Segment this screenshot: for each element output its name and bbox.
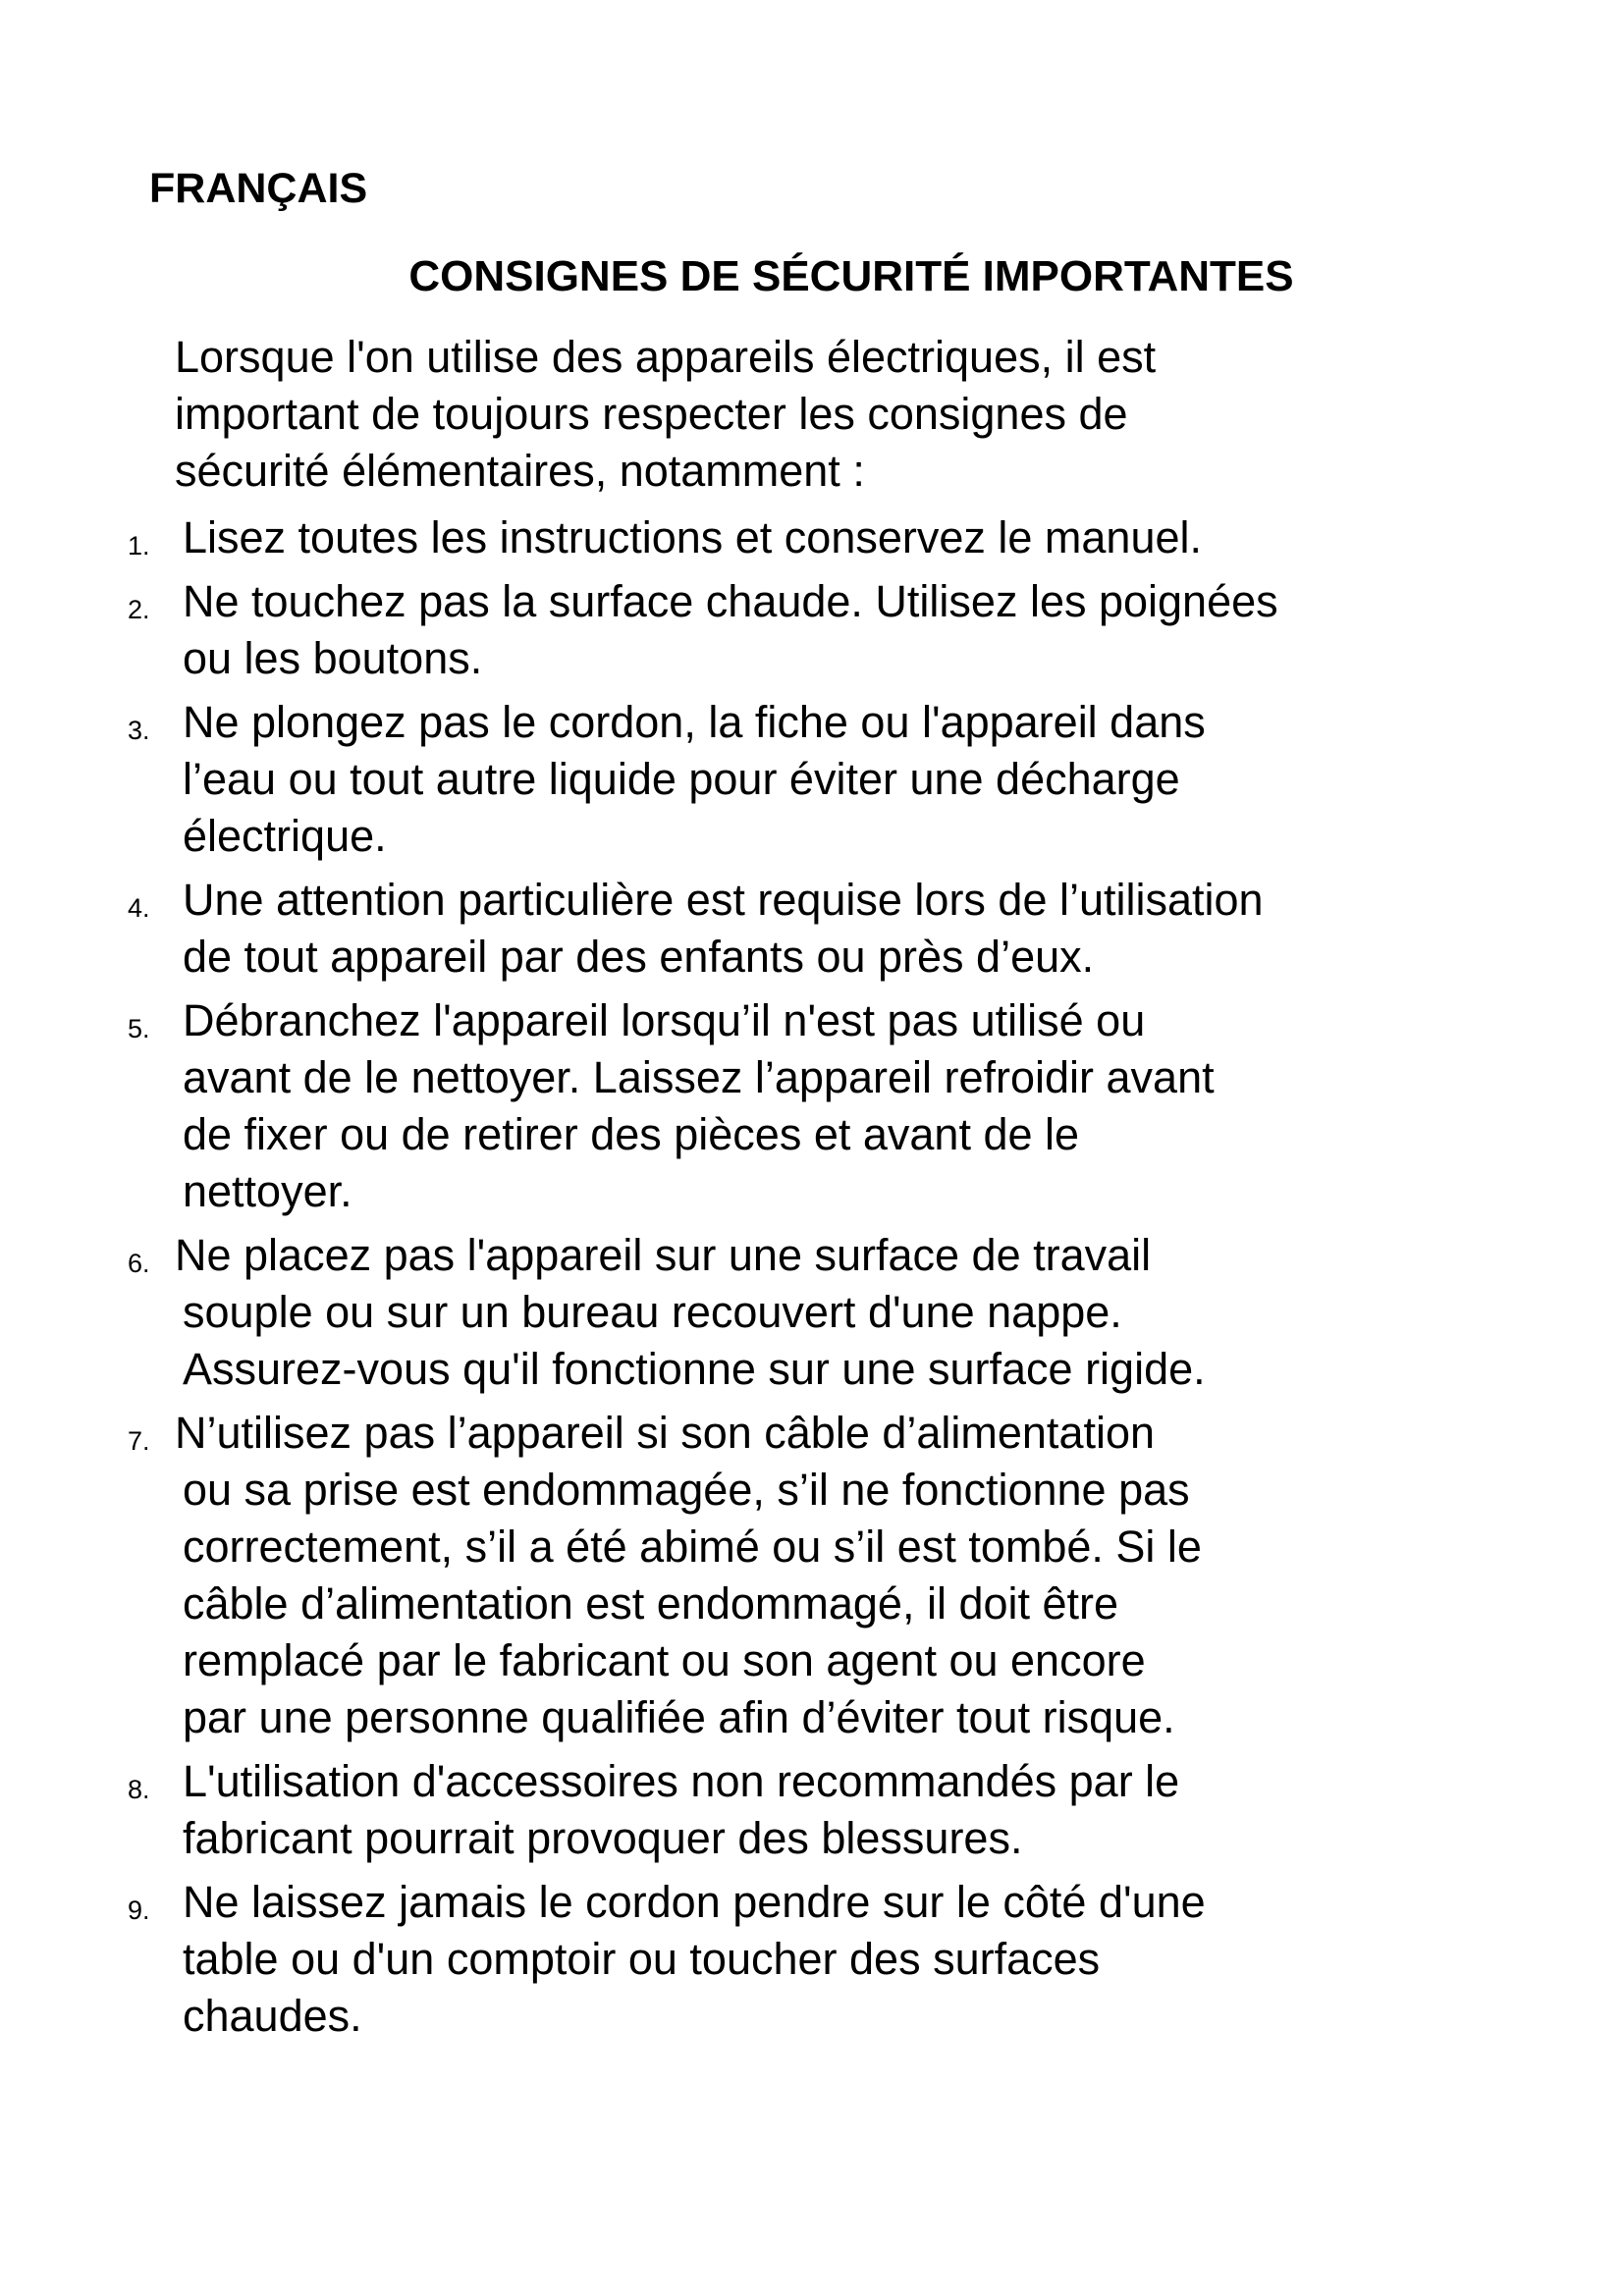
instruction-item-3 xyxy=(128,694,1542,865)
item-line: Ne touchez pas la surface chaude. Utilisez les poignées xyxy=(183,576,1278,626)
item-number: 7. xyxy=(128,1426,150,1456)
document-title: CONSIGNES DE SÉCURITÉ IMPORTANTES xyxy=(408,252,1294,300)
item-line: câble d’alimentation est endommagé, il doit être xyxy=(183,1578,1119,1629)
item-number: 9. xyxy=(128,1896,150,1925)
item-number: 2. xyxy=(128,595,150,624)
instruction-item-5 xyxy=(128,992,1542,1220)
item-line: Une attention particulière est requise lors de l’utilisation xyxy=(183,875,1264,925)
item-line: L'utilisation d'accessoires non recommandés par le xyxy=(183,1756,1180,1806)
item-number: 6. xyxy=(128,1249,150,1278)
instruction-item-9 xyxy=(128,1874,1542,2045)
item-line: remplacé par le fabricant ou son agent ou encore xyxy=(183,1635,1146,1685)
instruction-item-4 xyxy=(128,872,1542,986)
instruction-item-1 xyxy=(128,509,1542,566)
instruction-item-2 xyxy=(128,573,1542,687)
item-line: Ne laissez jamais le cordon pendre sur le côté d'une xyxy=(183,1877,1206,1927)
item-line: Ne plongez pas le cordon, la fiche ou l'appareil dans xyxy=(183,697,1206,747)
intro-paragraph xyxy=(175,329,1510,500)
item-line: avant de le nettoyer. Laissez l’appareil refroidir avant xyxy=(183,1052,1215,1102)
item-line: électrique. xyxy=(183,811,387,861)
instruction-item-8 xyxy=(128,1753,1542,1867)
item-line: ou sa prise est endommagée, s’il ne fonctionne pas xyxy=(183,1465,1190,1515)
intro-line: Lorsque l'on utilise des appareils électriques, il est xyxy=(175,332,1157,382)
intro-line: important de toujours respecter les consignes de xyxy=(175,389,1128,439)
item-number: 5. xyxy=(128,1014,150,1043)
item-number: 4. xyxy=(128,893,150,923)
item-line: Assurez-vous qu'il fonctionne sur une surface rigide. xyxy=(183,1344,1206,1394)
item-line: correctement, s’il a été abimé ou s’il est tombé. Si le xyxy=(183,1522,1202,1572)
item-line: table ou d'un comptoir ou toucher des surfaces xyxy=(183,1934,1101,1984)
item-line: N’utilisez pas l’appareil si son câble d’alimentation xyxy=(175,1408,1156,1458)
item-line: par une personne qualifiée afin d’éviter tout risque. xyxy=(183,1692,1175,1742)
item-line: souple ou sur un bureau recouvert d'une nappe. xyxy=(183,1287,1122,1337)
item-line: chaudes. xyxy=(183,1991,362,2041)
item-line: ou les boutons. xyxy=(183,633,483,683)
language-heading: FRANÇAIS xyxy=(149,165,368,212)
item-number: 8. xyxy=(128,1775,150,1804)
item-line: de fixer ou de retirer des pièces et avant de le xyxy=(183,1109,1080,1159)
intro-line: sécurité élémentaires, notamment : xyxy=(175,446,865,496)
item-line: fabricant pourrait provoquer des blessures. xyxy=(183,1813,1023,1863)
item-line: Débranchez l'appareil lorsqu’il n'est pas utilisé ou xyxy=(183,995,1146,1045)
item-line: l’eau ou tout autre liquide pour éviter une décharge xyxy=(183,754,1180,804)
item-line: nettoyer. xyxy=(183,1166,352,1216)
item-number: 1. xyxy=(128,531,150,561)
safety-instructions-list xyxy=(128,509,1542,2052)
item-line: de tout appareil par des enfants ou près d’eux. xyxy=(183,932,1095,982)
instruction-item-6 xyxy=(128,1227,1542,1398)
instruction-item-7 xyxy=(128,1405,1542,1746)
item-number: 3. xyxy=(128,716,150,745)
item-line: Ne placez pas l'appareil sur une surface de travail xyxy=(175,1230,1152,1280)
item-line: Lisez toutes les instructions et conservez le manuel. xyxy=(183,512,1203,562)
